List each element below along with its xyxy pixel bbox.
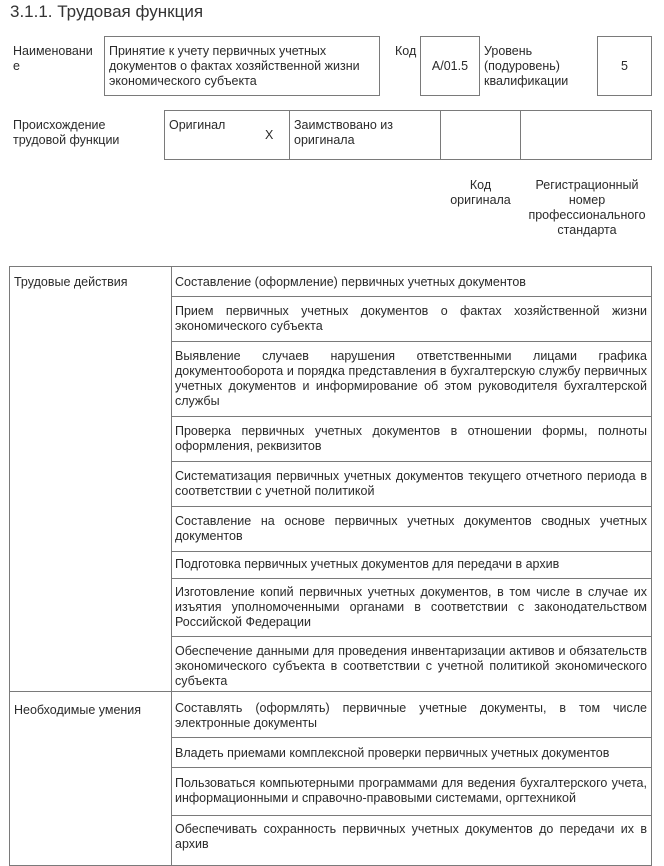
list-item: Прием первичных учетных документов о фактах хозяйственной жизни экономического субъекта [175, 304, 647, 333]
list-item: Составление (оформление) первичных учетных документов [175, 275, 526, 289]
section-required-skills: Необходимые умения [14, 703, 142, 717]
list-item: Составление на основе первичных учетных документов сводных учетных документов [175, 514, 647, 543]
name-value: Принятие к учету первичных учетных документов о фактах хозяйственной жизни экономического субъекта [109, 44, 360, 88]
list-item: Проверка первичных учетных документов в отношении формы, полноты оформления, реквизитов [175, 424, 647, 453]
column-divider [171, 267, 172, 865]
origin-borrowed: Заимствовано из оригинала [294, 118, 393, 147]
row-divider [171, 737, 651, 738]
labor-function-table [9, 266, 652, 866]
origin-original: Оригинал [169, 118, 226, 132]
code-label: Код [395, 44, 417, 58]
row-divider [171, 506, 651, 507]
list-item: Подготовка первичных учетных документов для передачи в архив [175, 557, 560, 571]
section-labor-actions: Трудовые действия [14, 275, 128, 289]
origin-label: Происхождение трудовой функции [13, 118, 120, 147]
list-item: Выявление случаев нарушения ответственными лицами графика документооборота и порядка представления в бухгалтерскую службу первичных учетных документов и информирование об этом руководителя бухгалтерской службы [175, 349, 647, 408]
list-item: Владеть приемами комплексной проверки первичных учетных документов [175, 746, 610, 760]
origin-original-box [164, 110, 290, 160]
list-item: Составлять (оформлять) первичные учетные документы, в том числе электронные документы [175, 701, 647, 730]
row-divider [171, 578, 651, 579]
list-item: Обеспечивать сохранность первичных учетных документов до передачи их в архив [175, 822, 647, 851]
origin-reg-box [520, 110, 652, 160]
level-value-box [597, 36, 652, 96]
row-divider [171, 636, 651, 637]
origin-code-box [440, 110, 521, 160]
level-label: Уровень (подуровень) квалификации [484, 44, 569, 88]
code-value-box [420, 36, 480, 96]
list-item: Пользоваться компьютерными программами для ведения бухгалтерского учета, информационными и справочно-правовыми системами, оргтехникой [175, 776, 647, 805]
section-divider [10, 691, 171, 692]
origin-code-caption: Код оригинала [450, 178, 511, 207]
row-divider [171, 815, 651, 816]
row-divider [171, 767, 651, 768]
origin-borrowed-box [289, 110, 441, 160]
list-item: Изготовление копий первичных учетных документов, в том числе в случае их изъятия уполномоченными органами в соответствии с законодательством Российской Федерации [175, 585, 647, 629]
row-divider [171, 416, 651, 417]
row-divider [171, 341, 651, 342]
row-divider [171, 296, 651, 297]
list-item: Обеспечение данными для проведения инвентаризации активов и обязательств экономического субъекта в соответствии с учетной политикой экономического субъекта [175, 644, 647, 688]
name-value-box [104, 36, 380, 96]
list-item: Систематизация первичных учетных документов текущего отчетного периода в соответствии с учетной политикой [175, 469, 647, 498]
origin-mark: X [265, 128, 274, 142]
origin-reg-caption: Регистрационный номер профессионального стандарта [528, 178, 646, 237]
level-value: 5 [621, 58, 628, 73]
name-label: Наименовани е [13, 44, 93, 73]
code-value: A/01.5 [431, 58, 469, 73]
page-title: 3.1.1. Трудовая функция [10, 2, 204, 21]
row-divider [171, 461, 651, 462]
row-divider [171, 691, 651, 692]
row-divider [171, 551, 651, 552]
